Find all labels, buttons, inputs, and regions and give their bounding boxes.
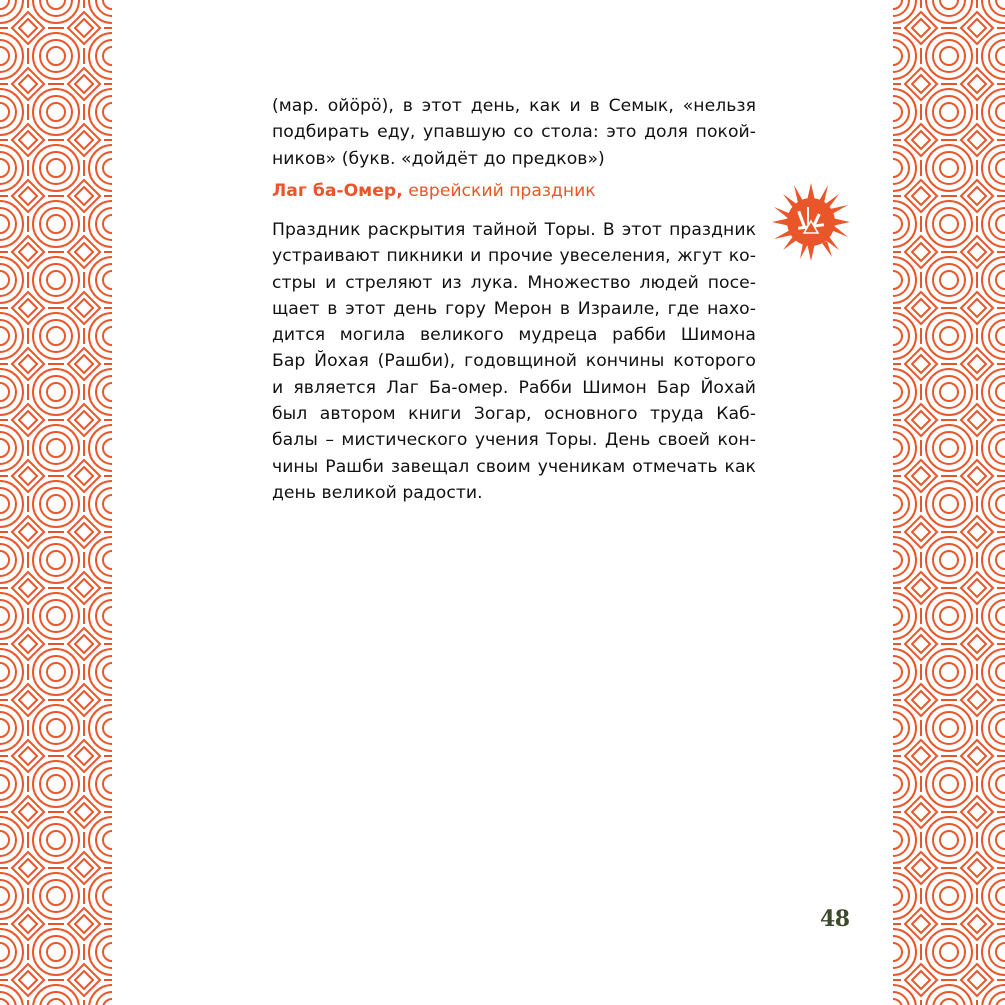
text-line: подбирать еду, упавшую со стола: это доля покой- [272,122,756,143]
text-line: был автором книги Зогар, основного труда Каб- [272,404,756,425]
text-line: устраивают пикники и прочие увеселения, жгут ко- [272,246,756,267]
text-line: (мар. ойӧрӧ), в этот день, как и в Семык, «нельзя [272,96,756,116]
entry-subtitle: еврейский праздник [408,181,596,201]
entry-title: Лаг ба-Омер, [272,181,403,201]
text-line: и является Лаг Ба-омер. Рабби Шимон Бар Йохай [272,377,756,398]
text-line: щает в этот день гору Мерон в Израиле, где нахо- [272,298,756,319]
text-line: ников» (букв. «дойдёт до предков») [272,148,605,169]
text-line: чины Рашби завещал своим ученикам отмечать как [272,456,756,477]
page-number: 48 [820,906,850,932]
entry-paragraph [272,217,756,506]
entry-heading [272,178,596,204]
text-line: Праздник раскрытия тайной Торы. В этот праздник [272,220,756,240]
text-line: день великой радости. [272,482,483,503]
text-line: Бар Йохая (Рашби), годовщиной кончины которого [272,351,756,372]
continuation-paragraph [272,93,756,172]
text-line: стры и стреляют из лука. Множество людей посе- [272,272,756,293]
left-ornament-border [0,0,112,1005]
bonfire-burst-icon [770,181,852,263]
right-ornament-border [893,0,1005,1005]
text-line: балы – мистического учения Торы. День своей кон- [272,430,756,451]
text-line: дится могила великого мудреца рабби Шимона [272,325,756,346]
